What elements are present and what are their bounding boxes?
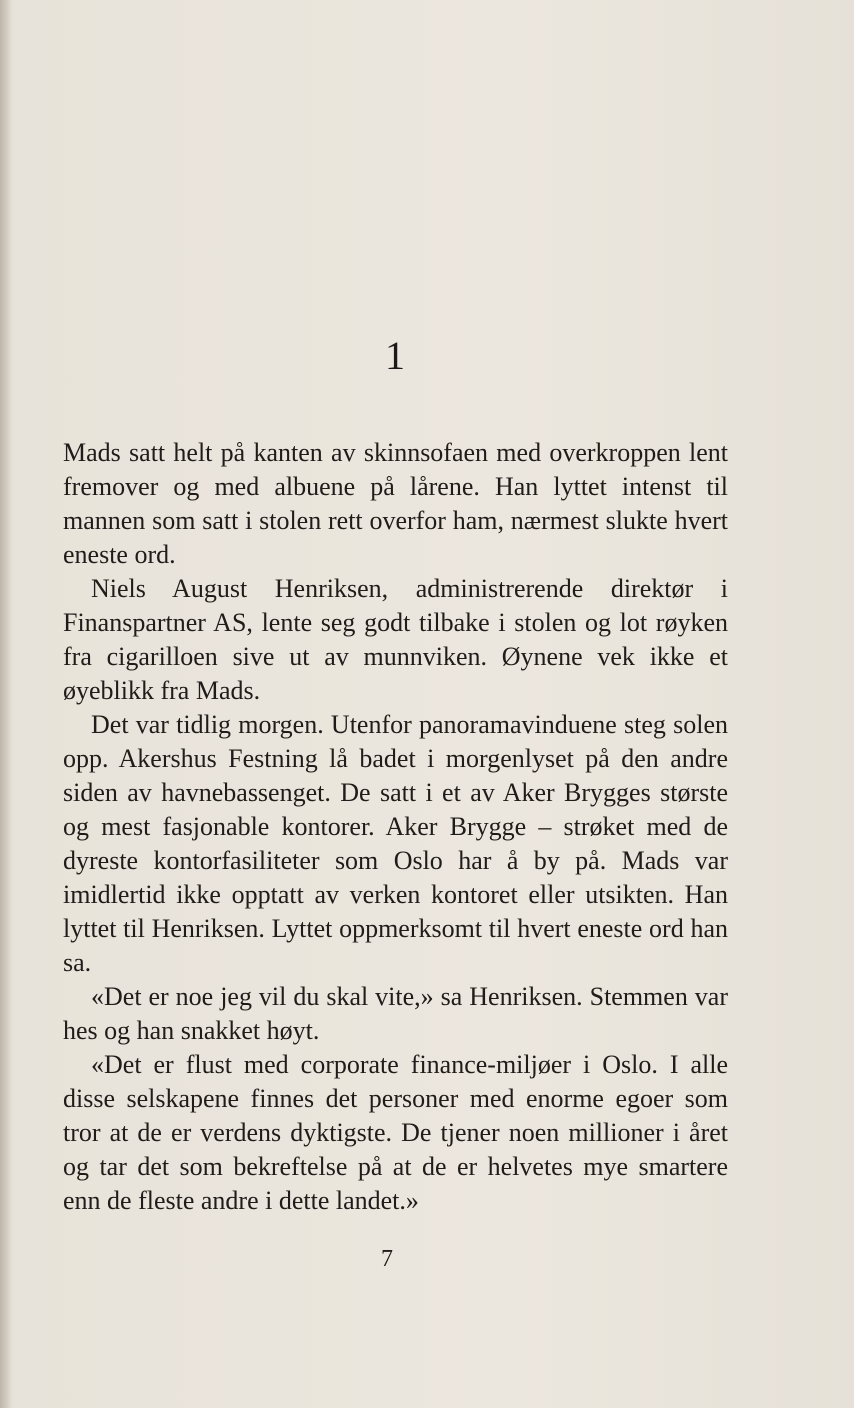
paragraph-3: Det var tidlig morgen. Utenfor panoramavinduene steg solen opp. Akershus Festning lå badet i morgenlyset på den andre siden av havnebassenget. De satt i et av Aker Brygges største og mest fasjonable kontorer. Aker Brygge – strøket med de dyreste kontorfasiliteter som Oslo har å by på. Mads var imidlertid ikke opptatt av verken kontoret eller utsikten. Han lyttet til Henriksen. Lyttet oppmerksomt til hvert eneste ord han sa. (63, 710, 728, 977)
paragraph-1: Mads satt helt på kanten av skinnsofaen med overkroppen lent fremover og med albuene på lårene. Han lyttet intenst til mannen som satt i stolen rett overfor ham, nærmest slukte hvert eneste ord. (63, 438, 728, 569)
paragraph-5: «Det er flust med corporate finance-miljøer i Oslo. I alle disse selskapene finnes det personer med enorme egoer som tror at de er verdens dyktigste. De tjener noen millioner i året og tar det som bekreftelse på at de er helvetes mye smartere enn de fleste andre i dette landet.» (63, 1050, 728, 1215)
chapter-body (63, 436, 728, 1218)
paragraph-2: Niels August Henriksen, administrerende direktør i Finanspartner AS, lente seg godt tilbake i stolen og lot røyken fra cigarilloen sive ut av munnviken. Øynene vek ikke et øyeblikk fra Mads. (63, 574, 728, 705)
page-number: 7 (381, 1246, 393, 1272)
paragraph-4: «Det er noe jeg vil du skal vite,» sa Henriksen. Stemmen var hes og han snakket høyt. (63, 982, 728, 1045)
chapter-number: 1 (385, 333, 405, 378)
page-binding-edge (0, 0, 10, 1408)
